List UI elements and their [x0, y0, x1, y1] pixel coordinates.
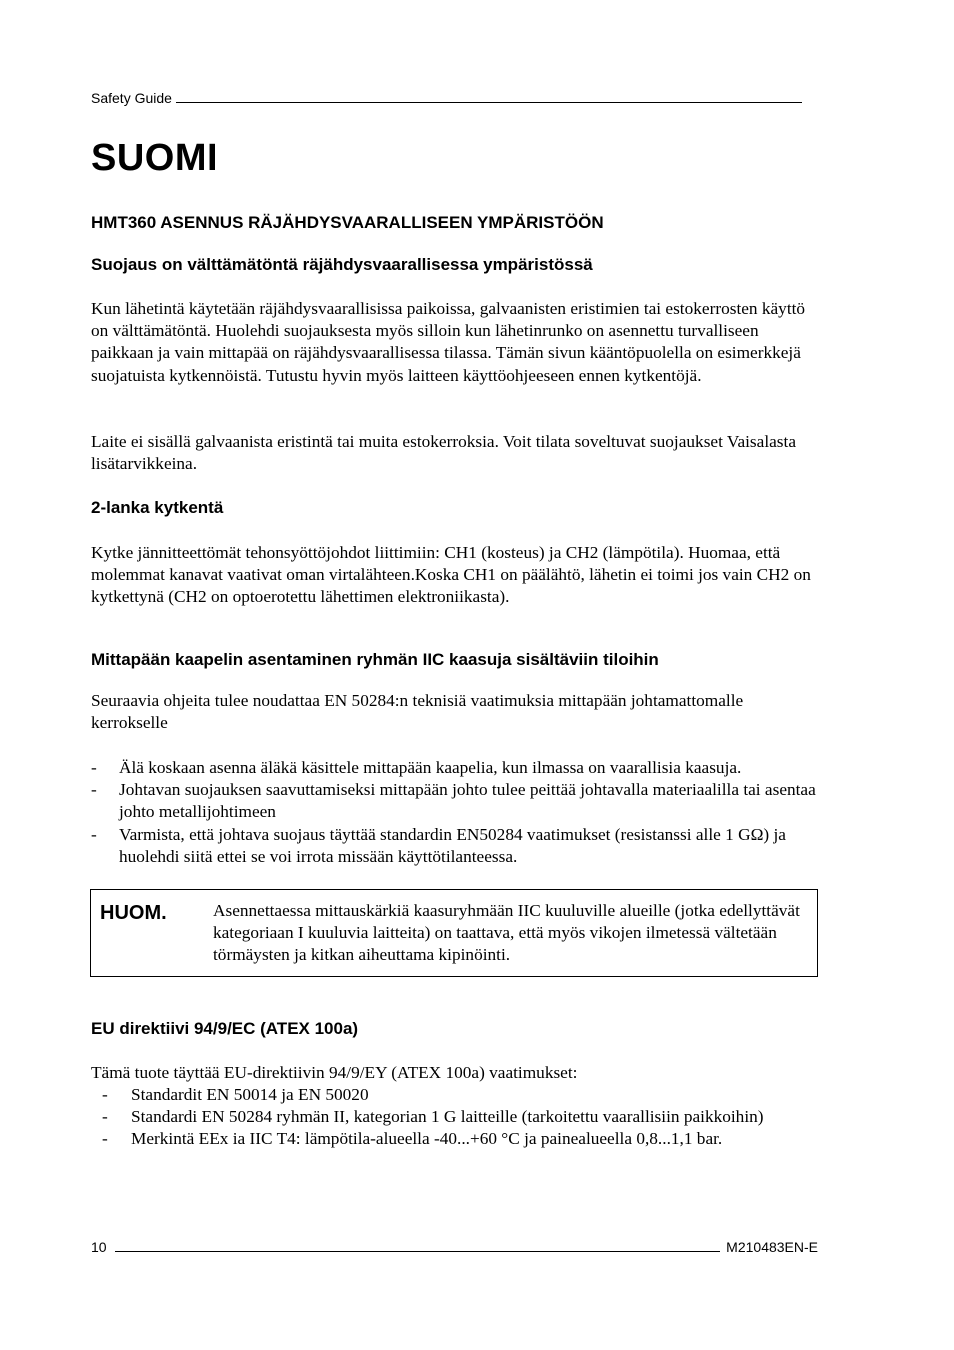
list-item: - Standardit EN 50014 ja EN 50020	[102, 1085, 369, 1104]
list-item: - Varmista, että johtava suojaus täyttää standardin EN50284 vaatimukset (resistanssi alle 1 GΩ) ja huolehdi siitä ettei se voi irrota missään käyttötilanteessa.	[91, 824, 786, 866]
note-box	[90, 889, 818, 977]
section-heading-main: HMT360 ASENNUS RÄJÄHDYSVAARALLISEEN YMPÄRISTÖÖN	[91, 213, 604, 232]
page-number: 10	[91, 1239, 107, 1255]
eu-intro-paragraph: Tämä tuote täyttää EU-direktiivin 94/9/EY (ATEX 100a) vaatimukset:	[91, 1063, 578, 1082]
document-code: M210483EN-E	[726, 1239, 818, 1255]
list-item-text: Älä koskaan asenna äläkä käsittele mittapään kaapelia, kun ilmassa on vaarallisia kaasuja.	[119, 758, 742, 777]
list-item-text: Johtavan suojauksen saavuttamiseksi mittapään johto tulee peittää johtavalla materiaalilla tai asentaa johto metallijohtimeen	[119, 780, 816, 822]
running-header	[91, 90, 815, 106]
section-heading-eu: EU direktiivi 94/9/EC (ATEX 100a)	[91, 1019, 359, 1038]
footer-rule	[115, 1241, 721, 1252]
section-heading-cable: Mittapään kaapelin asentaminen ryhmän IIC kaasuja sisältäviin tiloihin	[91, 650, 659, 669]
section-heading-wiring: 2-lanka kytkentä	[91, 498, 224, 517]
cable-intro-paragraph: Seuraavia ohjeita tulee noudattaa EN 50284:n teknisiä vaatimuksia mittapään johtamattomalle kerrokselle	[91, 691, 744, 733]
list-item: - Älä koskaan asenna äläkä käsittele mittapään kaapelia, kun ilmassa on vaarallisia kaasuja.	[91, 758, 742, 777]
list-item: - Johtavan suojauksen saavuttamiseksi mittapään johto tulee peittää johtavalla materiaalilla tai asentaa johto metallijohtimeen	[91, 780, 816, 822]
list-item: - Standardi EN 50284 ryhmän II, kategorian 1 G laitteille (tarkoitettu vaarallisiin paikkoihin)	[102, 1107, 764, 1127]
protection-paragraph-1: Kun lähetintä käytetään räjähdysvaarallisissa paikoissa, galvaanisten eristimien tai estokerrosten käyttö on välttämätöntä. Huolehdi suojauksesta myös silloin kun lähetinrunko on asennettu turvalliseen paikkaan ja vain mittapää on räjähdysvaarallisessa tilassa. Tämän sivun kääntöpuolella on esimerkkejä suojatuista kytkennöistä. Tutustu hyvin myös laitteen käyttöohjeeseen ennen kytkentöjä.	[91, 299, 806, 385]
protection-paragraph-2: Laite ei sisällä galvaanista eristintä tai muita estokerroksia. Voit tilata soveltuvat suojaukset Vaisalasta lisätarvikkeina.	[91, 432, 796, 474]
eu-requirements-list	[91, 1084, 821, 1151]
note-text: Asennettaessa mittauskärkiä kaasuryhmään IIC kuuluville alueille (jotka edellyttävät kategoriaan I kuuluvia laitteita) on taattava, että myös vikojen ilmetessä vältetään törmäysten ja kitkan aiheuttama kipinöinti.	[213, 901, 800, 965]
list-item-text: Standardi EN 50284 ryhmän II, kategorian 1 G laitteille (tarkoitettu vaarallisiin paikkoihin)	[131, 1107, 764, 1127]
running-header-title: Safety Guide	[91, 90, 172, 106]
cable-instruction-list	[91, 757, 821, 868]
page-title: SUOMI	[91, 137, 219, 179]
list-item: - Merkintä EEx ia IIC T4: lämpötila-alueella -40...+60 °C ja painealueella 0,8...1,1 bar.	[102, 1129, 723, 1149]
list-item-text: Varmista, että johtava suojaus täyttää standardin EN50284 vaatimukset (resistanssi alle 1 GΩ) ja huolehdi siitä ettei se voi irrota missään käyttötilanteessa.	[119, 824, 786, 866]
list-item-text: Merkintä EEx ia IIC T4: lämpötila-alueella -40...+60 °C ja painealueella 0,8...1,1 bar.	[131, 1129, 723, 1149]
header-rule	[176, 92, 802, 103]
section-heading-protection: Suojaus on välttämätöntä räjähdysvaarallisessa ympäristössä	[91, 255, 593, 274]
note-label: HUOM.	[100, 902, 167, 924]
wiring-paragraph: Kytke jännitteettömät tehonsyöttöjohdot liittimiin: CH1 (kosteus) ja CH2 (lämpötila). Huomaa, että molemmat kanavat vaativat oman virtalähteen.Koska CH1 on päälähtö, lähetin ei toimi jos vain CH2 on kytkettynä (CH2 on optoerotettu lähettimen elektroniikasta).	[91, 543, 811, 607]
running-footer	[91, 1239, 818, 1255]
list-item-text: Standardit EN 50014 ja EN 50020	[131, 1085, 369, 1104]
